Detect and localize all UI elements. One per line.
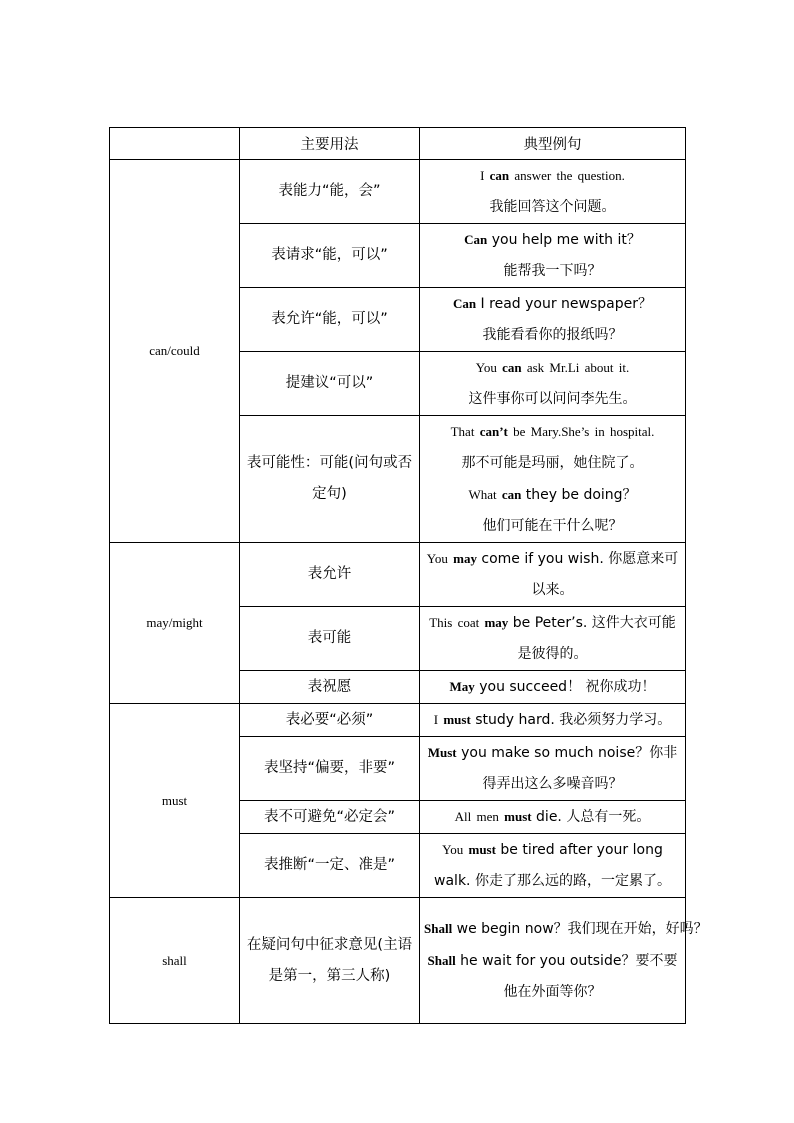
example-line — [424, 352, 681, 384]
example-text: you help me with it？ — [487, 232, 641, 248]
modal-cell: must — [110, 704, 240, 898]
example-text: You — [475, 360, 503, 375]
example-text: 我能看看你的报纸吗？ — [482, 327, 623, 343]
example-text: I — [480, 168, 490, 183]
example-text: What — [468, 487, 502, 502]
example-text: 他们可能在干什么呢？ — [482, 518, 623, 534]
example-cell — [420, 607, 686, 671]
example-text: study hard. 我必须努力学习。 — [470, 712, 672, 728]
example-line — [424, 607, 681, 670]
example-text: answer the question. — [509, 168, 625, 183]
usage-cell: 表允许 — [240, 543, 420, 607]
header-row — [110, 128, 686, 160]
example-text: they be doing？ — [521, 487, 637, 503]
example-line — [424, 160, 681, 192]
modal-keyword: Shall — [427, 953, 456, 968]
example-text: That — [450, 424, 480, 439]
example-cell — [420, 834, 686, 898]
example-text: You — [442, 842, 469, 857]
header-example-cell: 典型例句 — [420, 128, 686, 160]
example-line — [424, 256, 681, 287]
usage-cell: 表推断“一定、准是” — [240, 834, 420, 898]
example-line — [424, 671, 681, 703]
usage-cell: 表不可避免“必定会” — [240, 801, 420, 834]
example-text: All men — [454, 809, 505, 824]
usage-cell: 表祝愿 — [240, 671, 420, 704]
example-line — [424, 737, 681, 800]
usage-cell: 表能力“能，会” — [240, 160, 420, 224]
example-line — [424, 320, 681, 351]
example-text: he wait for you outside？要不要他在外面等你？ — [455, 953, 678, 1000]
example-cell — [420, 224, 686, 288]
header-usage-cell: 主要用法 — [240, 128, 420, 160]
example-text: you make so much noise？你非得弄出这么多噪音吗？ — [456, 745, 678, 792]
example-cell — [420, 416, 686, 543]
modal-cell: may/might — [110, 543, 240, 704]
modal-keyword: Can — [452, 296, 477, 311]
example-line — [424, 834, 681, 897]
modal-keyword: can — [489, 168, 510, 183]
usage-cell: 表允许“能，可以” — [240, 288, 420, 352]
example-text: 我能回答这个问题。 — [489, 199, 616, 215]
modal-cell: shall — [110, 898, 240, 1024]
example-text: ask Mr.Li about it. — [521, 360, 630, 375]
usage-cell: 提建议“可以” — [240, 352, 420, 416]
example-line — [424, 704, 681, 736]
table-row — [110, 704, 686, 737]
example-cell — [420, 898, 708, 1024]
modal-keyword: can’t — [479, 424, 508, 439]
example-cell — [420, 543, 686, 607]
example-cell — [420, 160, 686, 224]
modal-keyword: May — [449, 679, 475, 694]
example-cell — [420, 737, 686, 801]
example-text: 能帮我一下吗？ — [503, 263, 602, 279]
example-line — [424, 384, 681, 415]
example-cell — [420, 704, 686, 737]
example-line — [424, 192, 681, 223]
table-row — [110, 543, 686, 607]
modal-keyword: must — [443, 712, 471, 727]
example-line — [424, 543, 681, 606]
modal-keyword: may — [484, 615, 509, 630]
usage-cell: 表请求“能，可以” — [240, 224, 420, 288]
usage-cell: 表可能 — [240, 607, 420, 671]
example-cell — [420, 671, 686, 704]
table-body — [110, 128, 708, 1024]
example-text: You — [426, 551, 454, 566]
example-text: I read your newspaper？ — [476, 296, 652, 312]
table-row — [110, 160, 686, 224]
example-text: 这件事你可以问问李先生。 — [468, 391, 637, 407]
modal-keyword: Can — [464, 232, 488, 247]
example-line — [424, 448, 681, 479]
example-text: you succeed！ 祝你成功！ — [474, 679, 656, 695]
modal-keyword: must — [504, 809, 532, 824]
example-line — [424, 913, 708, 945]
modal-keyword: Must — [427, 745, 457, 760]
example-line — [424, 479, 681, 511]
example-text: die. 人总有一死。 — [531, 809, 651, 825]
example-line — [424, 224, 681, 256]
modal-keyword: Shall — [424, 921, 453, 936]
example-text: 那不可能是玛丽，她住院了。 — [461, 455, 644, 471]
example-text: be tired after your long walk. 你走了那么远的路，一定累了。 — [434, 842, 671, 889]
example-cell — [420, 352, 686, 416]
modal-keyword: can — [502, 360, 522, 375]
header-blank-cell — [110, 128, 240, 160]
example-text: be Mary.She’s in hospital. — [507, 424, 655, 439]
table-row — [110, 898, 686, 1024]
example-text: we begin now？我们现在开始，好吗？ — [452, 921, 708, 937]
modal-keyword: may — [453, 551, 477, 566]
example-line — [424, 801, 681, 833]
example-line — [424, 511, 681, 542]
example-cell — [420, 801, 686, 834]
usage-cell: 表可能性：可能(问句或否定句) — [240, 416, 420, 543]
example-line — [424, 416, 681, 448]
example-cell — [420, 288, 686, 352]
usage-cell: 表必要“必须” — [240, 704, 420, 737]
modal-verbs-table — [109, 127, 708, 1024]
example-text: be Peter’s. 这件大衣可能是彼得的。 — [508, 615, 676, 662]
modal-cell: can/could — [110, 160, 240, 543]
example-line — [424, 945, 681, 1008]
example-line — [424, 288, 681, 320]
modal-keyword: can — [501, 487, 522, 502]
modal-keyword: must — [468, 842, 496, 857]
example-text: This coat — [429, 615, 485, 630]
example-text: I — [433, 712, 444, 727]
usage-cell: 在疑问句中征求意见(主语是第一，第三人称) — [240, 898, 420, 1024]
example-text: come if you wish. 你愿意来可以来。 — [476, 551, 679, 598]
usage-cell: 表坚持“偏要，非要” — [240, 737, 420, 801]
